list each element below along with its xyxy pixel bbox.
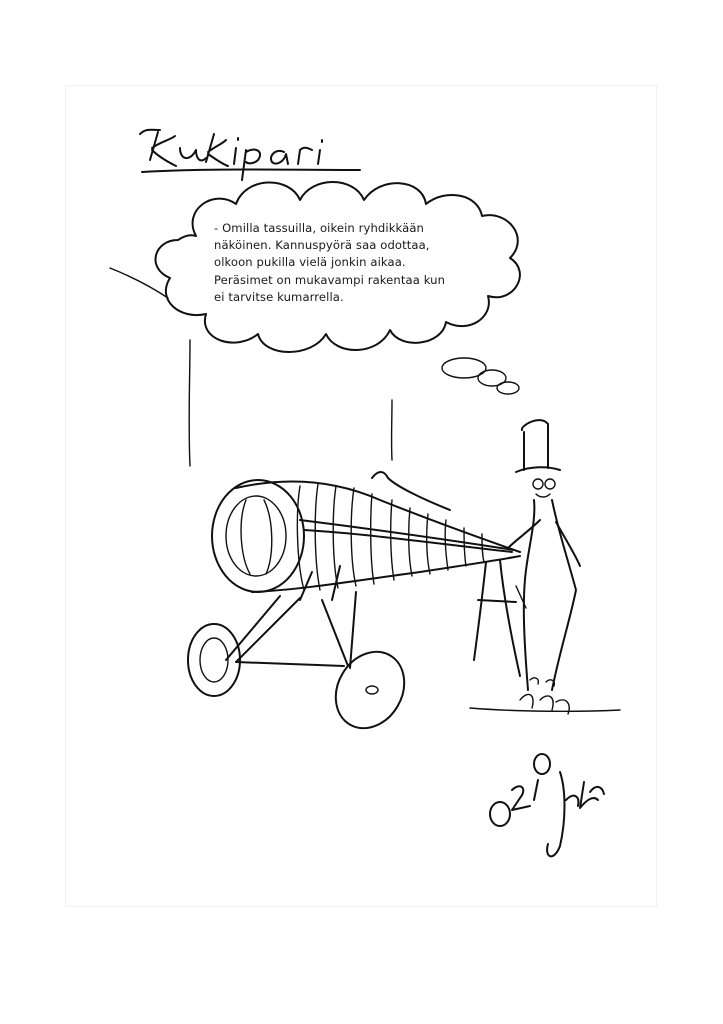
signature-handwriting xyxy=(490,754,604,856)
thought-bubble-text xyxy=(214,220,482,306)
speech-line: olkoon pukilla vielä jonkin aikaa. xyxy=(214,255,406,270)
speech-line: näköinen. Kannuspyörä saa odottaa, xyxy=(214,238,430,253)
speech-line: - Omilla tassuilla, oikein ryhdikkään xyxy=(214,221,424,235)
speech-line: Peräsimet on mukavampi rakentaa kun xyxy=(214,272,446,287)
speech-line: ei tarvitse kumarrella. xyxy=(214,289,344,304)
title-handwriting xyxy=(140,130,360,180)
